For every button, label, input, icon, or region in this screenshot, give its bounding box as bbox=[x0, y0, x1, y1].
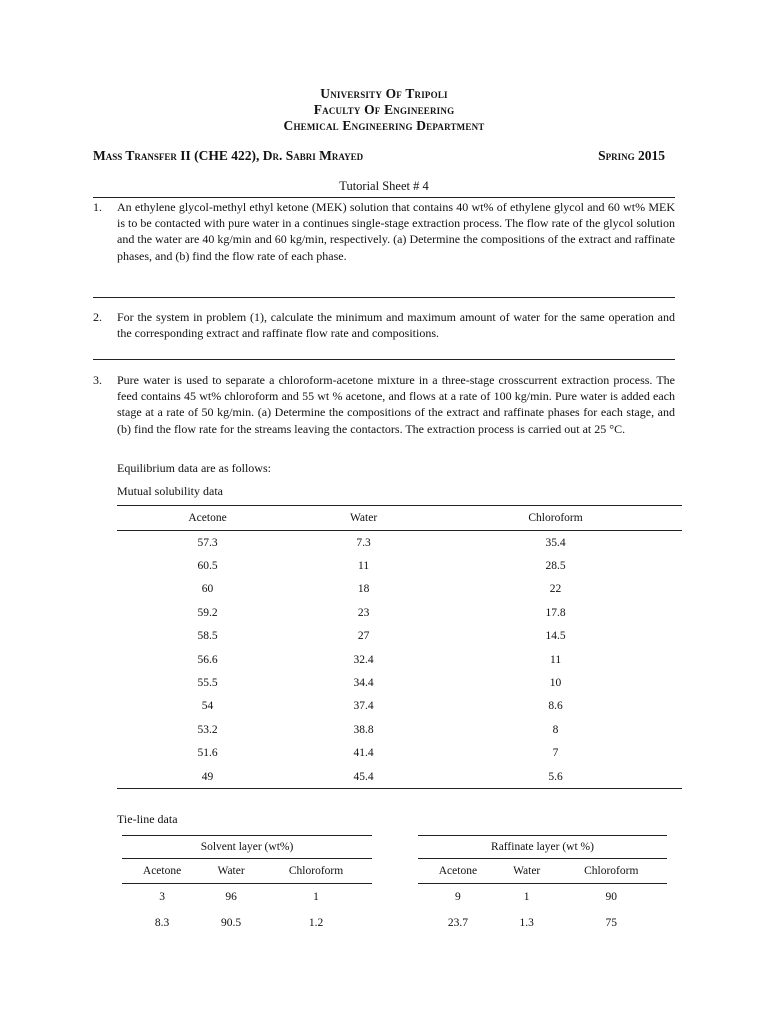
table-cell: 41.4 bbox=[353, 747, 374, 760]
problem-number: 2. bbox=[93, 310, 102, 324]
table-row bbox=[117, 625, 682, 648]
equilibrium-label: Equilibrium data are as follows: bbox=[117, 461, 271, 475]
table-cell: 35.4 bbox=[545, 536, 566, 549]
table-row bbox=[117, 695, 682, 718]
table-row bbox=[418, 910, 667, 936]
problem-number: 3. bbox=[93, 373, 102, 387]
table-header-row bbox=[117, 506, 682, 531]
problem-text: Pure water is used to separate a chloroform-acetone mixture in a three-stage crosscurrent extraction process. The feed contains 45 wt% chloroform and 55 wt % acetone, and flows at a rate of 100 kg/min. Pure water is added each stage at a rate of 50 kg/min. (a) Determine the compositions of the extract and raffinate phases for each stage, and (b) find the flow rate for the streams leaving the contactors. The extraction process is carried out at 25 °C. bbox=[117, 373, 675, 436]
problem-text: For the system in problem (1), calculate the minimum and maximum amount of water for the same operation and the corresponding extract and raffinate flow rate and compositions. bbox=[117, 310, 675, 341]
table-cell: 1 bbox=[313, 891, 319, 903]
table-cell: 11 bbox=[358, 560, 370, 573]
table-cell: 59.2 bbox=[197, 606, 218, 619]
solvent-layer-title: Solvent layer (wt%) bbox=[122, 835, 372, 859]
table-cell: 18 bbox=[357, 583, 370, 596]
table-cell: 90 bbox=[605, 891, 618, 903]
column-header: Chloroform bbox=[260, 859, 372, 884]
column-header: Water bbox=[202, 859, 260, 884]
table-cell: 34.4 bbox=[353, 677, 374, 690]
divider bbox=[93, 297, 675, 298]
column-header: Water bbox=[498, 859, 556, 884]
problem-number: 1. bbox=[93, 200, 102, 214]
table-cell: 11 bbox=[550, 653, 562, 666]
table-row bbox=[117, 671, 682, 694]
mutual-solubility-table bbox=[117, 505, 682, 789]
table-cell: 49 bbox=[117, 765, 298, 789]
course-title: Mass Transfer II (CHE 422), Dr. Sabri Mrayed bbox=[93, 148, 364, 163]
table-cell: 32.4 bbox=[353, 653, 374, 666]
problem-1 bbox=[93, 199, 675, 264]
university-name: University Of Tripoli bbox=[320, 86, 448, 101]
table-cell: 10 bbox=[549, 677, 562, 690]
table-cell: 60 bbox=[201, 583, 214, 596]
table-cell: 7.3 bbox=[356, 536, 371, 549]
department-name: Chemical Engineering Department bbox=[283, 118, 485, 133]
table-cell: 57.3 bbox=[197, 536, 218, 549]
divider bbox=[93, 197, 675, 198]
table-cell: 51.6 bbox=[197, 747, 218, 760]
table-row bbox=[117, 718, 682, 741]
table-cell: 7 bbox=[552, 747, 559, 760]
sheet-title: Tutorial Sheet # 4 bbox=[339, 179, 429, 193]
faculty-name: Faculty Of Engineering bbox=[313, 102, 455, 117]
table-cell: 14.5 bbox=[545, 630, 566, 643]
table-cell: 1.2 bbox=[308, 917, 324, 929]
mutual-solubility-label: Mutual solubility data bbox=[117, 484, 223, 498]
column-header: Acetone bbox=[122, 859, 202, 884]
table-cell: 8.3 bbox=[154, 917, 170, 929]
table-row bbox=[418, 884, 667, 911]
table-row bbox=[117, 765, 682, 789]
table-row bbox=[117, 742, 682, 765]
table-cell: 23 bbox=[357, 606, 370, 619]
table-cell: 28.5 bbox=[545, 560, 566, 573]
table-cell: 22 bbox=[549, 583, 562, 596]
table-row bbox=[122, 910, 372, 936]
table-cell: 38.8 bbox=[353, 723, 374, 736]
table-row bbox=[117, 578, 682, 601]
raffinate-layer-table bbox=[418, 835, 667, 936]
table-cell: 8 bbox=[552, 723, 559, 736]
problem-3 bbox=[93, 372, 675, 437]
tieline-label: Tie-line data bbox=[117, 812, 178, 826]
table-cell: 27 bbox=[357, 630, 370, 643]
table-cell: 37.4 bbox=[353, 700, 374, 713]
document-header bbox=[0, 86, 768, 134]
column-header: Chloroform bbox=[556, 859, 667, 884]
table-header-row bbox=[418, 859, 667, 884]
column-header: Acetone bbox=[117, 506, 298, 531]
table-cell: 90.5 bbox=[221, 917, 242, 929]
table-cell: 96 bbox=[225, 891, 237, 903]
raffinate-layer-title: Raffinate layer (wt %) bbox=[418, 835, 667, 859]
table-cell: 1 bbox=[523, 891, 530, 903]
table-row bbox=[117, 531, 682, 555]
problem-text: An ethylene glycol-methyl ethyl ketone (MEK) solution that contains 40 wt% of ethylene glycol and 60 wt% MEK is to be contacted with pure water in a continues single-stage extraction process. The flow rate of the glycol solution and the water are 40 kg/min and 60 kg/min, respectively. (a) Determine the compositions of the extract and raffinate phases, and (b) find the flow rate of each phase. bbox=[117, 200, 675, 263]
table-row bbox=[122, 884, 372, 911]
table-cell: 54 bbox=[201, 700, 214, 713]
table-row bbox=[117, 601, 682, 624]
table-cell: 75 bbox=[605, 917, 618, 929]
solvent-layer-table bbox=[122, 835, 372, 936]
column-header: Chloroform bbox=[429, 506, 682, 531]
table-cell: 8.6 bbox=[548, 700, 563, 713]
table-cell: 1.3 bbox=[519, 917, 534, 929]
column-header: Water bbox=[298, 506, 429, 531]
divider bbox=[93, 359, 675, 360]
table-cell: 23.7 bbox=[447, 917, 468, 929]
table-cell: 60.5 bbox=[197, 560, 218, 573]
table-cell: 17.8 bbox=[545, 606, 566, 619]
table-row bbox=[117, 554, 682, 577]
table-cell: 9 bbox=[455, 891, 461, 903]
problem-2 bbox=[93, 309, 675, 341]
course-term: Spring 2015 bbox=[598, 148, 665, 163]
table-cell: 3 bbox=[159, 891, 165, 903]
table-cell: 45.4 bbox=[298, 765, 429, 789]
table-cell: 58.5 bbox=[197, 630, 218, 643]
table-cell: 56.6 bbox=[197, 653, 218, 666]
table-row bbox=[117, 648, 682, 671]
table-cell: 55.5 bbox=[197, 677, 218, 690]
table-cell: 53.2 bbox=[197, 723, 218, 736]
table-cell: 5.6 bbox=[429, 765, 682, 789]
column-header: Acetone bbox=[418, 859, 498, 884]
table-header-row bbox=[122, 859, 372, 884]
